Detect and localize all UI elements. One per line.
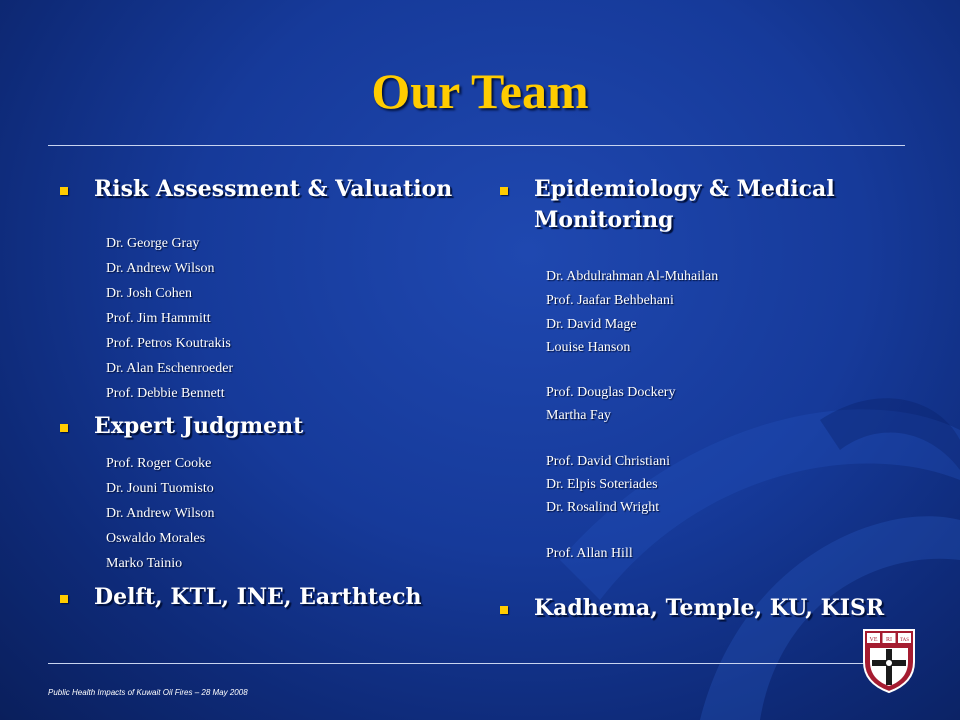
epi-member: Prof. Douglas Dockery (546, 385, 676, 400)
risk-member: Dr. George Gray (106, 236, 200, 251)
shield-letters-1: VE (869, 637, 878, 643)
epi-member: Prof. Jaafar Behbehani (546, 293, 674, 308)
risk-member: Dr. Josh Cohen (106, 286, 192, 301)
risk-member: Prof. Debbie Bennett (106, 386, 225, 401)
harvard-shield-icon (862, 628, 916, 694)
expert-heading: Expert Judgment (94, 413, 304, 439)
risk-member: Dr. Andrew Wilson (106, 261, 215, 276)
bullet-icon (500, 606, 508, 614)
expert-member: Dr. Jouni Tuomisto (106, 481, 214, 496)
risk-member: Dr. Alan Eschenroeder (106, 361, 234, 376)
slide-title: Our Team (371, 63, 589, 119)
expert-member: Prof. Roger Cooke (106, 456, 212, 471)
epi-heading-line1: Epidemiology & Medical (534, 176, 835, 202)
epi-heading-line2: Monitoring (534, 207, 674, 233)
right-partners-heading: Kadhema, Temple, KU, KISR (534, 595, 885, 621)
epi-member: Dr. Elpis Soteriades (546, 477, 658, 492)
expert-member: Oswaldo Morales (106, 531, 206, 546)
bullet-icon (60, 595, 68, 603)
footer-divider (48, 663, 905, 664)
title-divider (48, 145, 905, 146)
bullet-icon (60, 187, 68, 195)
epi-member: Dr. Rosalind Wright (546, 500, 660, 515)
shield-letters-2: RI (886, 637, 892, 643)
expert-member: Dr. Andrew Wilson (106, 506, 215, 521)
shield-letters-3: TAS (899, 638, 910, 643)
epi-member: Prof. Allan Hill (546, 546, 633, 561)
bullet-icon (60, 424, 68, 432)
left-partners-heading: Delft, KTL, INE, Earthtech (94, 584, 422, 610)
risk-heading: Risk Assessment & Valuation (94, 176, 453, 202)
epi-member: Martha Fay (546, 408, 611, 423)
epi-member: Louise Hanson (546, 340, 631, 355)
epi-member: Prof. David Christiani (546, 454, 671, 469)
epi-member: Dr. Abdulrahman Al-Muhailan (546, 269, 719, 284)
expert-member: Marko Tainio (106, 556, 183, 571)
risk-member: Prof. Petros Koutrakis (106, 336, 231, 351)
bullet-icon (500, 187, 508, 195)
risk-member: Prof. Jim Hammitt (106, 311, 211, 326)
epi-member: Dr. David Mage (546, 317, 637, 332)
footer-text: Public Health Impacts of Kuwait Oil Fires – 28 May 2008 (48, 688, 248, 697)
